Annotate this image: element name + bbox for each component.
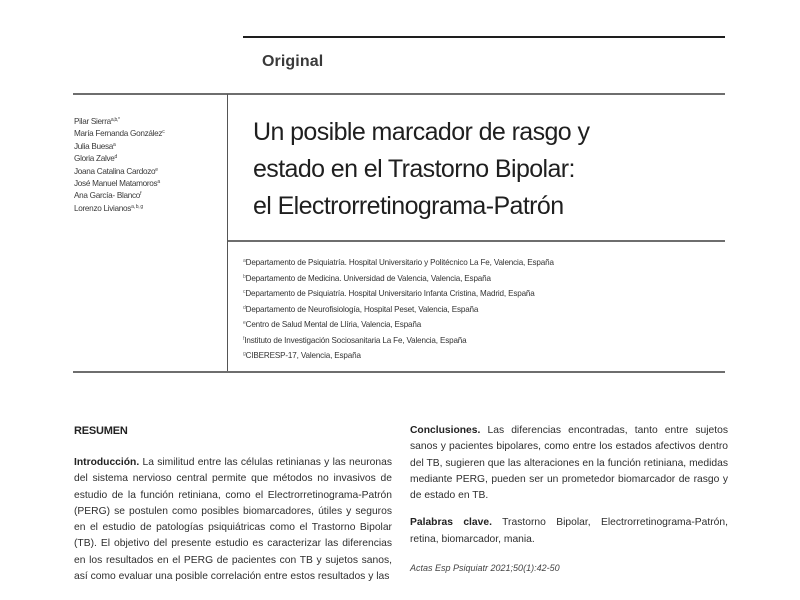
author-name: Pilar Sierra	[74, 117, 111, 126]
author-item	[74, 178, 164, 190]
author-item	[74, 141, 164, 153]
author-name: Ana García- Blanco	[74, 191, 141, 201]
column-divider-rule	[227, 94, 228, 373]
affiliation-marker: a	[243, 258, 246, 264]
affiliation-item	[243, 317, 554, 333]
author-item	[74, 203, 164, 215]
abstract-introduction	[74, 455, 392, 585]
author-affiliation-marker: e	[155, 166, 158, 173]
author-name: Joana Catalina Cardozo	[74, 166, 156, 176]
author-list	[74, 116, 164, 215]
affiliation-marker: c	[243, 289, 246, 295]
header-top-rule	[243, 36, 725, 38]
affiliation-text: Instituto de Investigación Sociosanitaria La Fe, Valencia, España	[244, 335, 467, 345]
abstract-conclusions	[410, 423, 728, 504]
author-name: Julia Buesa	[74, 141, 114, 151]
section-label: Original	[262, 53, 324, 70]
author-affiliation-marker: a,b,*	[110, 117, 120, 123]
affiliation-item	[243, 271, 554, 287]
affiliation-marker: f	[243, 335, 245, 342]
affiliation-text: Centro de Salud Mental de Llíria, Valencia, España	[245, 320, 422, 329]
affiliation-marker: d	[243, 304, 246, 311]
author-item	[74, 116, 164, 128]
abstract-heading: RESUMEN	[74, 425, 128, 437]
title-bottom-rule	[228, 240, 725, 242]
author-name: José Manuel Matamoros	[74, 179, 158, 189]
author-affiliation-marker: c	[162, 129, 165, 136]
abstract-left-column	[74, 423, 392, 596]
affiliation-text: CIBERESP-17, Valencia, España	[245, 351, 361, 360]
author-name: María Fernanda González	[74, 129, 163, 139]
affiliation-item	[243, 333, 554, 349]
author-affiliation-marker: d	[114, 154, 118, 161]
introduction-text: La similitud entre las células retinianas y las neuronas del sistema nervioso central permite que métodos no invasivos de estudio de la función retiniana, como el Electrorretinograma-Patrón (PERG) se postulen como posibles biomarcadores, útiles y seguros en el estudio de patologías psiquiátricas como el Trastorno Bipolar (TB). El objetivo del presente estudio es caracterizar las diferencias en los resultados en el PERG de pacientes con TB y sujetos sanos, así como evaluar una posible correlación entre estos resultados y las	[74, 457, 392, 583]
author-affiliation-marker: a, b, g	[131, 203, 143, 210]
author-item	[74, 153, 164, 165]
author-item	[74, 128, 164, 140]
author-item	[74, 190, 164, 202]
affiliation-marker: e	[243, 320, 246, 326]
author-affiliation-marker: a	[113, 141, 116, 148]
article-title-line: el Electrorretinograma-Patrón	[253, 192, 564, 220]
keywords-label: Palabras clave.	[410, 517, 492, 529]
affiliation-marker: g	[243, 351, 246, 357]
journal-citation: Actas Esp Psiquiatr 2021;50(1):42-50	[410, 563, 560, 574]
affiliation-text: Departamento de Psiquiatría. Hospital Universitario y Politécnico La Fe, Valencia, España	[245, 258, 554, 267]
conclusions-text: Las diferencias encontradas, tanto entre sujetos sanos y pacientes bipolares, como entre los estados afectivos dentro del TB, sugieren que las alteraciones en la función retiniana, medidas mediante PERG, pueden ser un prometedor biomarcador de rasgo y de estado en TB.	[410, 425, 728, 502]
author-affiliation-marker: a	[157, 179, 160, 186]
affiliations-bottom-rule	[73, 371, 725, 373]
affiliation-marker: b	[243, 273, 246, 280]
affiliation-item	[243, 255, 554, 271]
affiliation-item	[243, 302, 554, 318]
article-title-line: Un posible marcador de rasgo y	[253, 118, 590, 146]
author-affiliation-marker: f	[140, 191, 142, 198]
abstract-right-column	[410, 423, 728, 576]
affiliation-text: Departamento de Psiquiatría. Hospital Universitario Infanta Cristina, Madrid, España	[245, 289, 535, 298]
affiliation-item	[243, 286, 554, 302]
affiliation-text: Departamento de Medicina. Universidad de Valencia, Valencia, España	[245, 273, 491, 283]
abstract-keywords	[410, 515, 728, 548]
author-name: Gloria Zalve	[74, 154, 115, 164]
article-title-line: estado en el Trastorno Bipolar:	[253, 155, 575, 183]
introduction-label: Introducción.	[74, 457, 140, 468]
conclusions-label: Conclusiones.	[410, 425, 481, 436]
article-title	[253, 114, 713, 225]
keywords-text: Trastorno Bipolar, Electrorretinograma-Patrón, retina, biomarcador, mania.	[410, 517, 728, 545]
affiliation-text: Departamento de Neurofisiología, Hospital Peset, Valencia, España	[245, 304, 479, 314]
section-divider-rule	[73, 93, 725, 95]
author-name: Lorenzo Livianos	[74, 203, 132, 213]
author-item	[74, 166, 164, 178]
affiliation-list	[243, 255, 554, 364]
affiliation-item	[243, 348, 554, 364]
